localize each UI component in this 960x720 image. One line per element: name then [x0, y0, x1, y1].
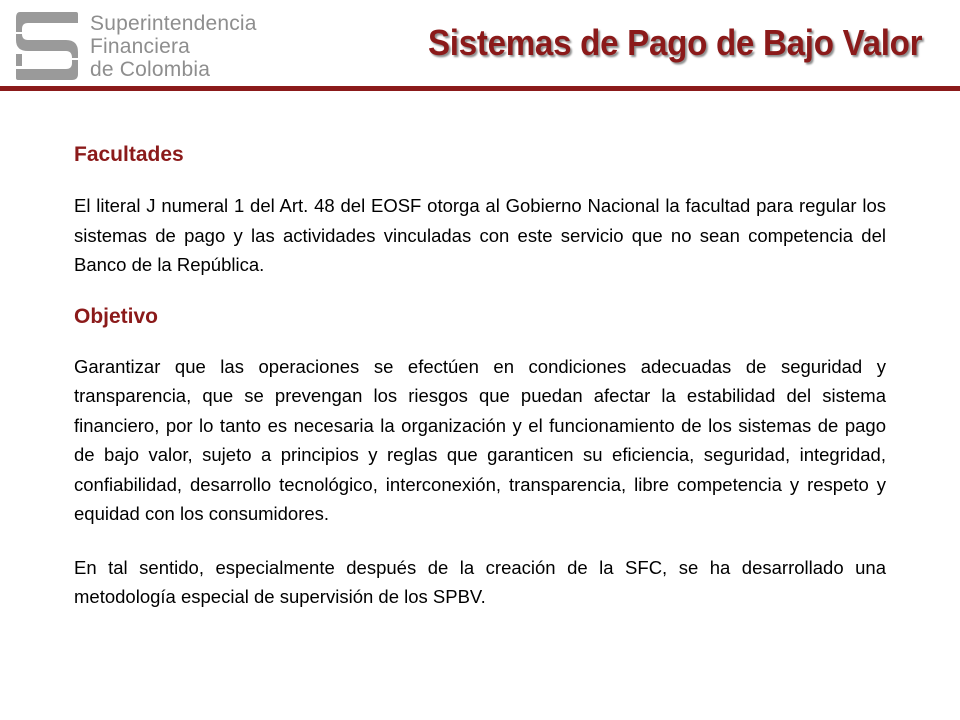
logo-line-3: de Colombia [90, 58, 211, 81]
slide-content [74, 140, 886, 612]
logo-line-1: Superintendencia [90, 12, 257, 35]
header-divider [0, 86, 960, 91]
closing-paragraph: En tal sentido, especialmente después de la creación de la SFC, se ha desarrollado una metodología especial de supervisión de los SPBV. [74, 556, 886, 607]
sfc-logo [14, 10, 257, 84]
sfc-logo-text [90, 12, 257, 81]
objetivo-heading: Objetivo [74, 304, 159, 328]
facultades-heading: Facultades [74, 143, 184, 166]
sfc-logo-mark-icon [14, 10, 80, 82]
facultades-paragraph: El literal J numeral 1 del Art. 48 del EOSF otorga al Gobierno Nacional la facultad para regular los sistemas de pago y las actividades vinculadas con este servicio que no sean competencia del Banco de la República. [74, 195, 886, 275]
page-title: Sistemas de Pago de Bajo Valor [427, 22, 922, 63]
objetivo-paragraph: Garantizar que las operaciones se efectúen en condiciones adecuadas de seguridad y transparencia, que se prevengan los riesgos que puedan afectar la estabilidad del sistema financiero, por lo tanto es necesaria la organización y el funcionamiento de los sistemas de pago de bajo valor, sujeto a principios y reglas que garanticen su eficiencia, seguridad, integridad, confiabilidad, desarrollo tecnológico, interconexión, transparencia, libre competencia y respeto y equidad con los consumidores. [74, 355, 886, 524]
logo-line-2: Financiera [90, 35, 191, 58]
